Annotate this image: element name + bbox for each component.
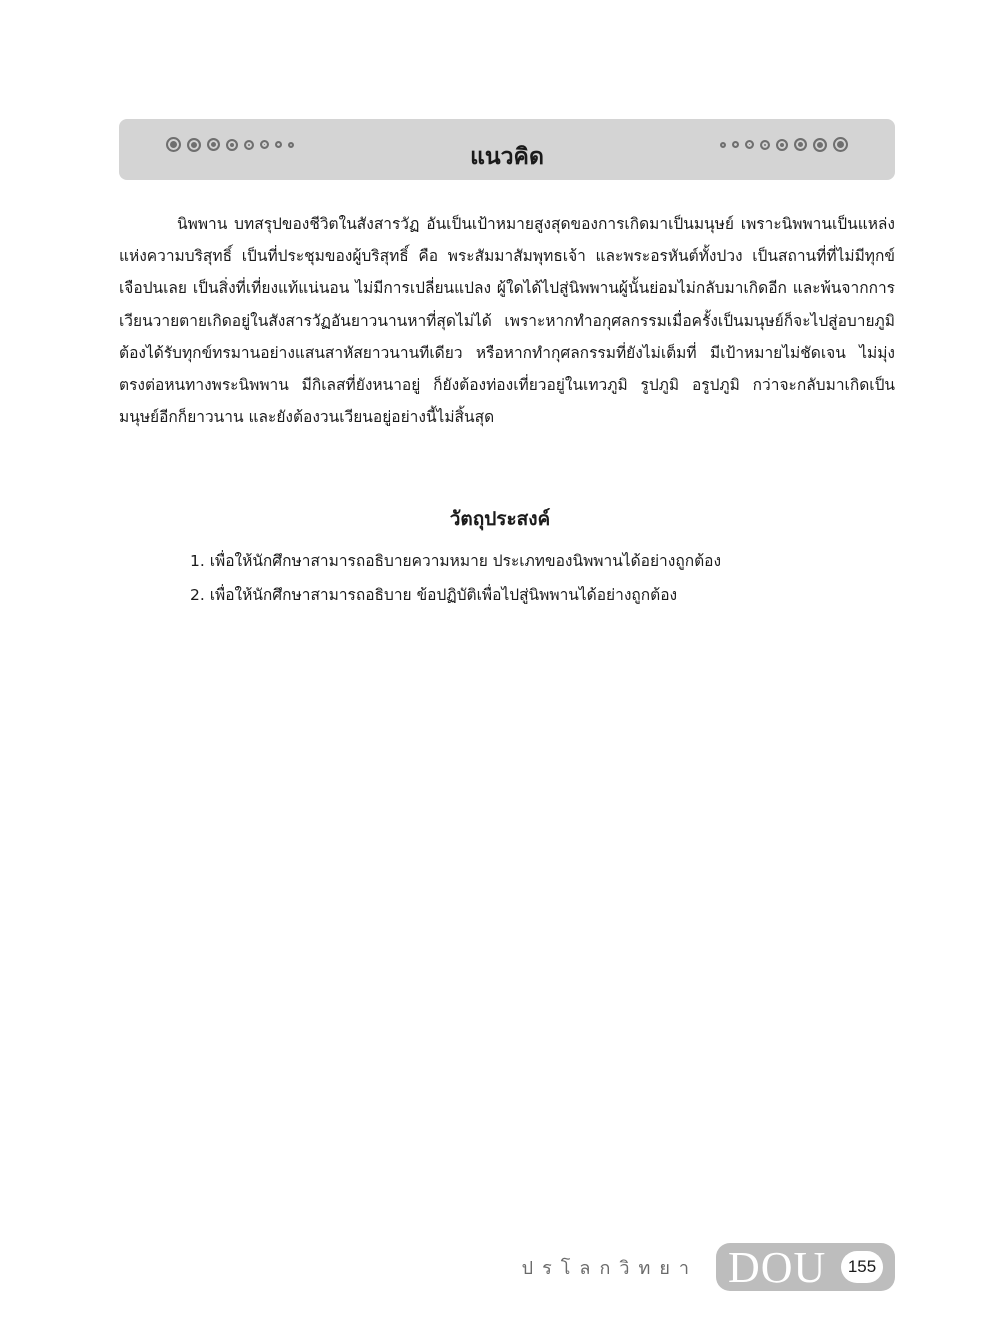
circle-icon (776, 139, 788, 151)
page-number: 155 (841, 1251, 883, 1283)
header-band (119, 119, 895, 180)
dou-logo: DOU (728, 1243, 827, 1292)
circle-icon (732, 141, 739, 148)
page-footer (522, 1243, 895, 1291)
dou-logo-block (716, 1243, 895, 1291)
circle-icon (720, 142, 726, 148)
circle-icon (760, 140, 770, 150)
circle-icon (794, 138, 807, 151)
intro-paragraph: นิพพาน บทสรุปของชีวิตในสังสารวัฏ อันเป็นเป้าหมายสูงสุดของการเกิดมาเป็นมนุษย์ เพราะนิพพานเป็นแหล่งแห่งความบริสุทธิ์ เป็นที่ประชุมของผู้บริสุทธิ์ คือ พระสัมมาสัมพุทธเจ้า และพระอรหันต์ทั้งปวง เป็นสถานที่ที่ไม่มีทุกข์เจือปนเลย เป็นสิ่งที่เที่ยงแท้แน่นอน ไม่มีการเปลี่ยนแปลง ผู้ใดได้ไปสู่นิพพานผู้นั้นย่อมไม่กลับมาเกิดอีก และพ้นจากการเวียนวายตายเกิดอยู่ในสังสารวัฏอันยาวนานหาที่สุดไม่ได้ เพราะหากทำอกุศลกรรมเมื่อครั้งเป็นมนุษย์ก็จะไปสู่อบายภูมิต้องได้รับทุกข์ทรมานอย่างแสนสาหัสยาวนานทีเดียว หรือหากทำกุศลกรรมที่ยังไม่เต็มที่ มีเป้าหมายไม่ชัดเจน ไม่มุ่งตรงต่อหนทางพระนิพพาน มีกิเลสที่ยังหนาอยู่ ก็ยังต้องท่องเที่ยวอยู่ในเทวภูมิ รูปภูมิ อรูปภูมิ กว่าจะกลับมาเกิดเป็นมนุษย์อีกก็ยาวนาน และยังต้องวนเวียนอยู่อย่างนี้ไม่สิ้นสุด (119, 215, 895, 427)
objectives-title: วัตถุประสงค์ (449, 508, 551, 530)
objectives-list (190, 546, 890, 614)
circle-icon (745, 140, 754, 149)
list-item: 2. เพื่อให้นักศึกษาสามารถอธิบาย ข้อปฏิบัติเพื่อไปสู่นิพพานได้อย่างถูกต้อง (190, 586, 678, 604)
section-title: แนวคิด (470, 144, 544, 170)
circle-icon (813, 138, 827, 152)
decorative-dots-right (720, 137, 848, 152)
list-item: 1. เพื่อให้นักศึกษาสามารถอธิบายความหมาย ประเภทของนิพพานได้อย่างถูกต้อง (190, 552, 722, 570)
circle-icon (833, 137, 848, 152)
book-name: ปรโลกวิทยา (521, 1257, 698, 1279)
